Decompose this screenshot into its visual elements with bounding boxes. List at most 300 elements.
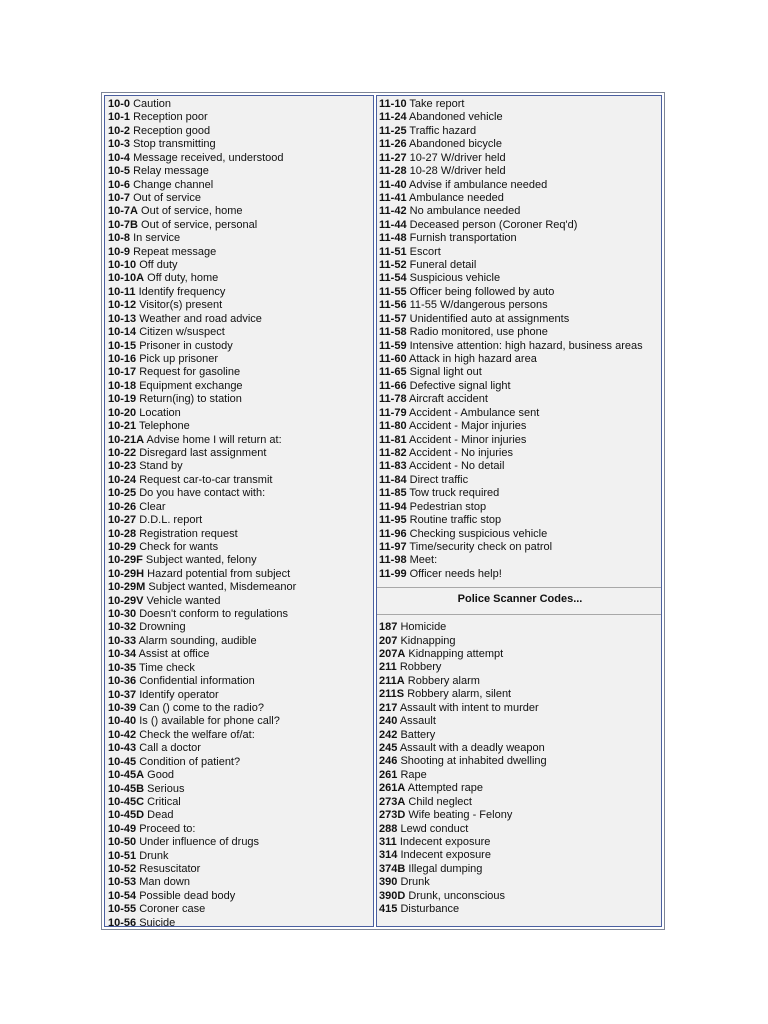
code-description: Take report xyxy=(409,98,465,110)
eleven-codes-list xyxy=(379,98,661,581)
code-description: Pedestrian stop xyxy=(409,500,487,513)
code-description: 11-55 W/dangerous persons xyxy=(409,299,548,312)
code-row xyxy=(379,460,661,473)
code-row xyxy=(108,823,373,836)
code-row xyxy=(108,313,373,326)
code-description: Deceased person (Coroner Req'd) xyxy=(409,218,578,231)
code-number: 10-5 xyxy=(108,165,131,178)
code-number: 10-19 xyxy=(108,393,137,406)
code-row xyxy=(108,595,373,608)
code-row xyxy=(379,192,661,205)
code-number: 10-10A xyxy=(108,272,145,285)
code-row xyxy=(379,420,661,433)
code-description: Furnish transportation xyxy=(409,232,517,245)
code-row xyxy=(379,165,661,178)
code-number: 10-40 xyxy=(108,715,137,728)
code-description: 10-27 W/driver held xyxy=(409,151,506,164)
code-description: 10-28 W/driver held xyxy=(409,165,506,178)
code-description: Direct traffic xyxy=(409,473,469,486)
code-number: 10-56 xyxy=(108,916,137,927)
code-row xyxy=(379,661,661,674)
code-row xyxy=(379,648,661,661)
code-row xyxy=(108,850,373,863)
code-number: 11-98 xyxy=(379,554,407,567)
code-number: 10-29F xyxy=(108,554,143,567)
code-row xyxy=(108,434,373,447)
code-number: 11-81 xyxy=(379,433,407,446)
code-number: 261A xyxy=(379,782,406,795)
code-row xyxy=(108,756,373,769)
code-description: Indecent exposure xyxy=(400,849,491,862)
code-row xyxy=(379,353,661,366)
code-row xyxy=(379,366,661,379)
code-description: Reception good xyxy=(133,124,211,137)
code-description: Time check xyxy=(139,661,195,674)
code-number: 11-40 xyxy=(379,178,407,191)
code-description: Robbery alarm, silent xyxy=(407,688,512,701)
code-number: 11-83 xyxy=(379,460,407,473)
code-description: Return(ing) to station xyxy=(139,393,242,406)
code-row xyxy=(108,366,373,379)
code-number: 211 xyxy=(379,661,397,674)
code-row xyxy=(379,796,661,809)
code-description: Assault xyxy=(399,715,436,728)
code-description: Disregard last assignment xyxy=(139,446,267,459)
code-row xyxy=(379,702,661,715)
code-row xyxy=(108,98,373,111)
code-description: Request car-to-car transmit xyxy=(139,473,273,486)
code-description: Accident - No injuries xyxy=(409,446,513,459)
code-number: 10-21A xyxy=(108,433,145,446)
code-description: Aircraft accident xyxy=(409,393,488,406)
code-number: 10-21 xyxy=(108,420,137,433)
code-row xyxy=(108,340,373,353)
code-description: Kidnapping xyxy=(400,634,456,647)
code-description: Message received, understood xyxy=(133,151,284,164)
code-number: 390D xyxy=(379,889,406,902)
code-row xyxy=(108,796,373,809)
code-number: 10-1 xyxy=(108,111,131,124)
code-number: 10-25 xyxy=(108,487,137,500)
code-row xyxy=(379,809,661,822)
code-row xyxy=(379,554,661,567)
code-description: Vehicle wanted xyxy=(146,594,221,607)
code-description: Subject wanted, felony xyxy=(145,554,257,567)
code-description: Visitor(s) present xyxy=(139,299,223,312)
code-row xyxy=(379,849,661,862)
code-number: 11-59 xyxy=(379,339,407,352)
code-number: 11-10 xyxy=(379,98,407,110)
code-number: 11-42 xyxy=(379,205,407,218)
code-row xyxy=(379,675,661,688)
code-description: Relay message xyxy=(133,165,209,178)
code-number: 10-29M xyxy=(108,581,146,594)
code-row xyxy=(108,514,373,527)
code-row xyxy=(108,232,373,245)
code-number: 187 xyxy=(379,621,398,634)
code-description: Disturbance xyxy=(400,903,460,916)
code-description: Drunk, unconscious xyxy=(408,889,505,902)
code-description: Funeral detail xyxy=(409,259,477,272)
code-description: Confidential information xyxy=(139,675,255,688)
code-description: Good xyxy=(147,769,175,782)
code-description: Assault with a deadly weapon xyxy=(399,741,545,754)
code-number: 207A xyxy=(379,648,406,661)
code-description: Dead xyxy=(147,809,174,822)
code-description: Robbery alarm xyxy=(407,674,480,687)
code-number: 10-32 xyxy=(108,621,137,634)
code-number: 10-28 xyxy=(108,527,137,540)
code-number: 11-97 xyxy=(379,540,407,553)
code-row xyxy=(108,474,373,487)
code-row xyxy=(108,407,373,420)
code-number: 11-82 xyxy=(379,446,407,459)
code-number: 10-24 xyxy=(108,473,137,486)
code-row xyxy=(379,729,661,742)
code-row xyxy=(379,514,661,527)
code-number: 273A xyxy=(379,795,406,808)
code-number: 11-54 xyxy=(379,272,407,285)
code-number: 11-78 xyxy=(379,393,407,406)
code-number: 10-35 xyxy=(108,661,137,674)
code-description: Alarm sounding, audible xyxy=(138,634,257,647)
code-row xyxy=(379,393,661,406)
code-row xyxy=(379,380,661,393)
code-row xyxy=(379,98,661,111)
code-number: 11-25 xyxy=(379,124,407,137)
code-number: 11-55 xyxy=(379,285,407,298)
code-row xyxy=(108,675,373,688)
code-row xyxy=(108,876,373,889)
code-description: Suspicious vehicle xyxy=(409,272,501,285)
code-description: Drowning xyxy=(139,621,186,634)
code-description: Repeat message xyxy=(133,245,217,258)
code-number: 10-7 xyxy=(108,191,131,204)
code-row xyxy=(108,903,373,916)
code-number: 10-4 xyxy=(108,151,131,164)
code-number: 11-56 xyxy=(379,299,407,312)
code-row xyxy=(108,863,373,876)
code-row xyxy=(108,380,373,393)
code-description: Proceed to: xyxy=(139,822,196,835)
code-row xyxy=(379,205,661,218)
code-number: 288 xyxy=(379,822,398,835)
code-description: Stop transmitting xyxy=(133,138,216,151)
code-description: Subject wanted, Misdemeanor xyxy=(148,581,297,594)
code-number: 10-14 xyxy=(108,326,137,339)
code-row xyxy=(108,460,373,473)
code-description: Officer being followed by auto xyxy=(409,285,555,298)
code-description: D.D.L. report xyxy=(139,514,203,527)
code-description: Condition of patient? xyxy=(139,755,241,768)
code-description: Identify frequency xyxy=(138,285,226,298)
code-number: 11-51 xyxy=(379,245,407,258)
code-number: 11-95 xyxy=(379,514,407,527)
code-row xyxy=(108,219,373,232)
code-row xyxy=(108,554,373,567)
code-description: Caution xyxy=(133,98,172,110)
code-number: 390 xyxy=(379,876,398,889)
code-description: Request for gasoline xyxy=(139,366,241,379)
code-row xyxy=(379,836,661,849)
code-number: 11-65 xyxy=(379,366,407,379)
code-description: Can () come to the radio? xyxy=(139,701,264,714)
code-row xyxy=(379,863,661,876)
code-row xyxy=(108,205,373,218)
code-description: Accident - Minor injuries xyxy=(409,433,527,446)
code-description: Accident - Ambulance sent xyxy=(409,406,540,419)
code-number: 10-39 xyxy=(108,701,137,714)
code-number: 10-8 xyxy=(108,232,131,245)
eleven-codes-column xyxy=(376,95,662,927)
code-number: 10-20 xyxy=(108,406,137,419)
code-number: 10-3 xyxy=(108,138,131,151)
code-row xyxy=(379,447,661,460)
code-description: Time/security check on patrol xyxy=(409,540,553,553)
code-number: 10-22 xyxy=(108,446,137,459)
code-row xyxy=(108,689,373,702)
code-row xyxy=(379,688,661,701)
code-row xyxy=(108,447,373,460)
code-number: 11-85 xyxy=(379,487,407,500)
code-number: 10-45A xyxy=(108,769,145,782)
code-row xyxy=(379,125,661,138)
code-description: Attempted rape xyxy=(407,782,483,795)
code-number: 10-0 xyxy=(108,98,131,110)
code-number: 11-66 xyxy=(379,379,407,392)
code-row xyxy=(108,541,373,554)
code-description: Weather and road advice xyxy=(139,312,262,325)
code-description: Kidnapping attempt xyxy=(408,648,504,661)
code-row xyxy=(379,434,661,447)
code-description: Defective signal light xyxy=(409,379,511,392)
code-description: Reception poor xyxy=(133,111,208,124)
code-row xyxy=(108,715,373,728)
code-row xyxy=(108,836,373,849)
code-description: Indecent exposure xyxy=(399,835,491,848)
code-row xyxy=(108,568,373,581)
code-number: 11-41 xyxy=(379,191,407,204)
code-number: 11-94 xyxy=(379,500,407,513)
code-description: Check for wants xyxy=(139,540,219,553)
code-number: 10-36 xyxy=(108,675,137,688)
code-description: Homicide xyxy=(400,621,447,634)
code-row xyxy=(108,581,373,594)
code-number: 10-45B xyxy=(108,782,145,795)
code-description: Radio monitored, use phone xyxy=(409,326,548,339)
code-row xyxy=(108,635,373,648)
code-description: Signal light out xyxy=(409,366,482,379)
code-row xyxy=(108,393,373,406)
code-description: Resuscitator xyxy=(139,863,201,876)
code-row xyxy=(379,111,661,124)
code-description: Robbery xyxy=(399,661,442,674)
code-number: 10-7A xyxy=(108,205,138,218)
codes-table xyxy=(101,92,665,930)
code-row xyxy=(108,917,373,927)
code-description: Critical xyxy=(147,795,181,808)
code-description: Routine traffic stop xyxy=(409,514,502,527)
code-description: Illegal dumping xyxy=(408,862,483,875)
code-number: 10-54 xyxy=(108,889,137,902)
code-description: Check the welfare of/at: xyxy=(139,728,255,741)
code-description: Doesn't conform to regulations xyxy=(139,608,289,621)
code-description: Registration request xyxy=(139,527,238,540)
code-description: Do you have contact with: xyxy=(139,487,266,500)
code-number: 10-43 xyxy=(108,742,137,755)
code-row xyxy=(379,903,661,916)
code-number: 10-45 xyxy=(108,755,137,768)
code-row xyxy=(108,783,373,796)
code-row xyxy=(108,662,373,675)
code-number: 11-44 xyxy=(379,218,407,231)
code-number: 10-37 xyxy=(108,688,137,701)
code-number: 11-84 xyxy=(379,473,407,486)
code-description: Advise home I will return at: xyxy=(146,433,282,446)
code-number: 11-99 xyxy=(379,567,407,580)
code-row xyxy=(379,541,661,554)
code-row xyxy=(108,286,373,299)
code-row xyxy=(108,742,373,755)
code-number: 10-34 xyxy=(108,648,137,661)
code-row xyxy=(108,501,373,514)
code-row xyxy=(108,729,373,742)
code-number: 374B xyxy=(379,862,406,875)
code-row xyxy=(379,259,661,272)
code-row xyxy=(108,326,373,339)
code-description: Coroner case xyxy=(139,903,206,916)
code-row xyxy=(108,111,373,124)
code-description: Battery xyxy=(400,728,436,741)
code-number: 10-45D xyxy=(108,809,145,822)
code-row xyxy=(108,138,373,151)
code-row xyxy=(108,621,373,634)
code-number: 246 xyxy=(379,755,398,768)
code-description: Drunk xyxy=(139,849,169,862)
code-description: Accident - No detail xyxy=(409,460,505,473)
code-row xyxy=(108,608,373,621)
code-number: 415 xyxy=(379,903,398,916)
code-description: Shooting at inhabited dwelling xyxy=(400,755,547,768)
code-description: Call a doctor xyxy=(139,742,201,755)
code-number: 10-29V xyxy=(108,594,144,607)
code-description: Attack in high hazard area xyxy=(409,353,537,366)
code-number: 11-58 xyxy=(379,326,407,339)
code-number: 10-27 xyxy=(108,514,137,527)
code-row xyxy=(379,272,661,285)
code-description: Escort xyxy=(409,245,441,258)
code-description: Rape xyxy=(400,768,427,781)
code-number: 10-26 xyxy=(108,500,137,513)
code-row xyxy=(379,890,661,903)
code-row xyxy=(379,621,661,634)
code-description: Change channel xyxy=(133,178,214,191)
code-number: 261 xyxy=(379,768,398,781)
code-number: 10-49 xyxy=(108,822,137,835)
code-number: 10-30 xyxy=(108,608,137,621)
code-row xyxy=(108,353,373,366)
code-number: 11-48 xyxy=(379,232,407,245)
penal-codes-list xyxy=(379,621,661,916)
code-description: Prisoner in custody xyxy=(139,339,233,352)
code-number: 10-18 xyxy=(108,379,137,392)
code-row xyxy=(379,568,661,581)
code-number: 11-80 xyxy=(379,420,407,433)
code-description: Wife beating - Felony xyxy=(408,809,513,822)
code-description: Accident - Major injuries xyxy=(409,420,527,433)
code-description: Pick up prisoner xyxy=(139,353,219,366)
code-description: Equipment exchange xyxy=(139,379,243,392)
code-description: Checking suspicious vehicle xyxy=(409,527,548,540)
code-number: 242 xyxy=(379,728,398,741)
code-number: 311 xyxy=(379,835,397,848)
code-row xyxy=(379,487,661,500)
code-description: Telephone xyxy=(139,420,190,433)
code-number: 240 xyxy=(379,715,398,728)
code-row xyxy=(108,528,373,541)
code-row xyxy=(379,286,661,299)
code-row xyxy=(108,769,373,782)
code-number: 11-28 xyxy=(379,165,407,178)
code-row xyxy=(108,648,373,661)
code-description: Citizen w/suspect xyxy=(139,326,225,339)
code-number: 10-2 xyxy=(108,124,131,137)
code-row xyxy=(379,407,661,420)
code-number: 10-29H xyxy=(108,567,145,580)
code-number: 11-79 xyxy=(379,406,407,419)
code-row xyxy=(379,715,661,728)
code-number: 10-12 xyxy=(108,299,137,312)
code-row xyxy=(108,152,373,165)
code-number: 10-29 xyxy=(108,540,137,553)
code-number: 10-55 xyxy=(108,903,137,916)
code-row xyxy=(108,165,373,178)
code-number: 10-52 xyxy=(108,863,137,876)
code-description: Clear xyxy=(139,500,166,513)
code-row xyxy=(379,232,661,245)
code-number: 10-15 xyxy=(108,339,137,352)
code-number: 10-45C xyxy=(108,795,145,808)
code-row xyxy=(379,246,661,259)
code-number: 10-23 xyxy=(108,460,137,473)
code-description: No ambulance needed xyxy=(409,205,521,218)
code-row xyxy=(379,755,661,768)
code-description: Hazard potential from subject xyxy=(147,567,291,580)
code-row xyxy=(379,340,661,353)
code-description: Is () available for phone call? xyxy=(139,715,280,728)
code-description: Possible dead body xyxy=(139,889,236,902)
code-description: Stand by xyxy=(139,460,183,473)
code-description: Abandoned vehicle xyxy=(409,111,503,124)
code-number: 10-7B xyxy=(108,218,138,231)
code-description: Assist at office xyxy=(138,648,210,661)
code-row xyxy=(379,152,661,165)
code-number: 10-9 xyxy=(108,245,131,258)
code-row xyxy=(379,179,661,192)
code-number: 211S xyxy=(379,688,405,701)
code-number: 245 xyxy=(379,741,398,754)
code-row xyxy=(108,702,373,715)
code-number: 10-6 xyxy=(108,178,131,191)
code-number: 211A xyxy=(379,674,405,687)
code-number: 10-51 xyxy=(108,849,137,862)
code-description: Location xyxy=(139,406,181,419)
code-row xyxy=(379,742,661,755)
code-row xyxy=(379,782,661,795)
code-row xyxy=(379,219,661,232)
code-description: Abandoned bicycle xyxy=(409,138,502,151)
code-description: Off duty, home xyxy=(147,272,219,285)
